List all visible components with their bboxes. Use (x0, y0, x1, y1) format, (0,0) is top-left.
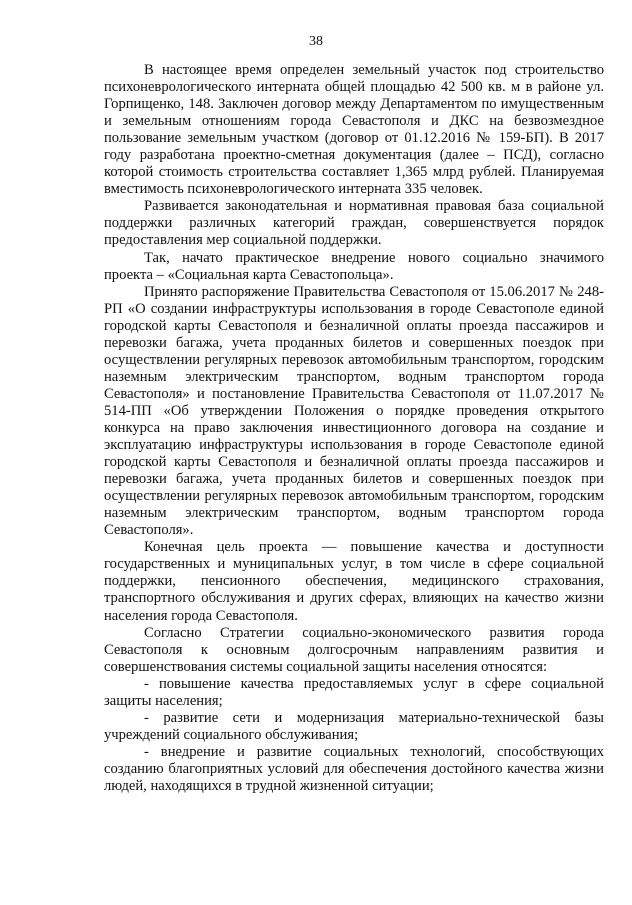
paragraph-strategy-intro: Согласно Стратегии социально-экономического развития города Севастополя к основным долгосрочным направлениям развития и совершенствования системы социальной защиты населения относятся: (104, 624, 604, 675)
list-item-network-development: - развитие сети и модернизация материально-технической базы учреждений социального обслуживания; (104, 709, 604, 743)
paragraph-legal-base: Развивается законодательная и нормативная правовая база социальной поддержки различных категорий граждан, совершенствуется порядок предоставления мер социальной поддержки. (104, 198, 604, 249)
list-item-service-quality: - повышение качества предоставляемых услуг в сфере социальной защиты населения; (104, 675, 604, 709)
page-number: 38 (309, 34, 323, 49)
paragraph-social-card: Так, начато практическое внедрение нового социально значимого проекта – «Социальная карта Севастопольца». (104, 249, 604, 283)
paragraph-project-goal: Конечная цель проекта — повышение качества и доступности государственных и муниципальных услуг, в том числе в сфере социальной поддержки, пенсионного обеспечения, медицинского страхования, транспортного обслуживания и других сферах, влияющих на качество жизни населения города Севастополя. (104, 539, 604, 624)
paragraph-government-decree: Принято распоряжение Правительства Севастополя от 15.06.2017 № 248-РП «О создании инфраструктуры использования в городе Севастополе единой городской карты Севастополя и безналичной оплаты проезда пассажиров и перевозки багажа, учета проданных билетов и совершенных поездок при осуществлении регулярных перевозок автомобильным транспортом, городским наземным электрическим транспортом, водным транспортом города Севастополя» и постановление Правительства Севастополя от 11.07.2017 № 514-ПП «Об утверждении Положения о порядке проведения открытого конкурса на право заключения инвестиционного договора на создание и эксплуатацию инфраструктуры использования в городе Севастополе единой городской карты Севастополя и безналичной оплаты проезда пассажиров и перевозки багажа, учета проданных билетов и совершенных поездок при осуществлении регулярных перевозок автомобильным транспортом, городским наземным электрическим транспортом, водным транспортом города Севастополя». (104, 283, 604, 539)
list-item-social-technologies: - внедрение и развитие социальных технологий, способствующих созданию благоприятных условий для обеспечения достойного качества жизни людей, находящихся в трудной жизненной ситуации; (104, 743, 604, 794)
paragraph-land-plot: В настоящее время определен земельный участок под строительство психоневрологического интерната общей площадью 42 500 кв. м в районе ул. Горпищенко, 148. Заключен договор между Департаментом по имущественным и земельным отношениям города Севастополя и ДКС на безвозмездное пользование земельным участком (договор от 01.12.2016 № 159-БП). В 2017 году разработана проектно-сметная документация (далее – ПСД), согласно которой стоимость строительства составляет 1,365 млрд рублей. Планируемая вместимость психоневрологического интерната 335 человек. (104, 62, 604, 198)
document-body (104, 62, 604, 795)
